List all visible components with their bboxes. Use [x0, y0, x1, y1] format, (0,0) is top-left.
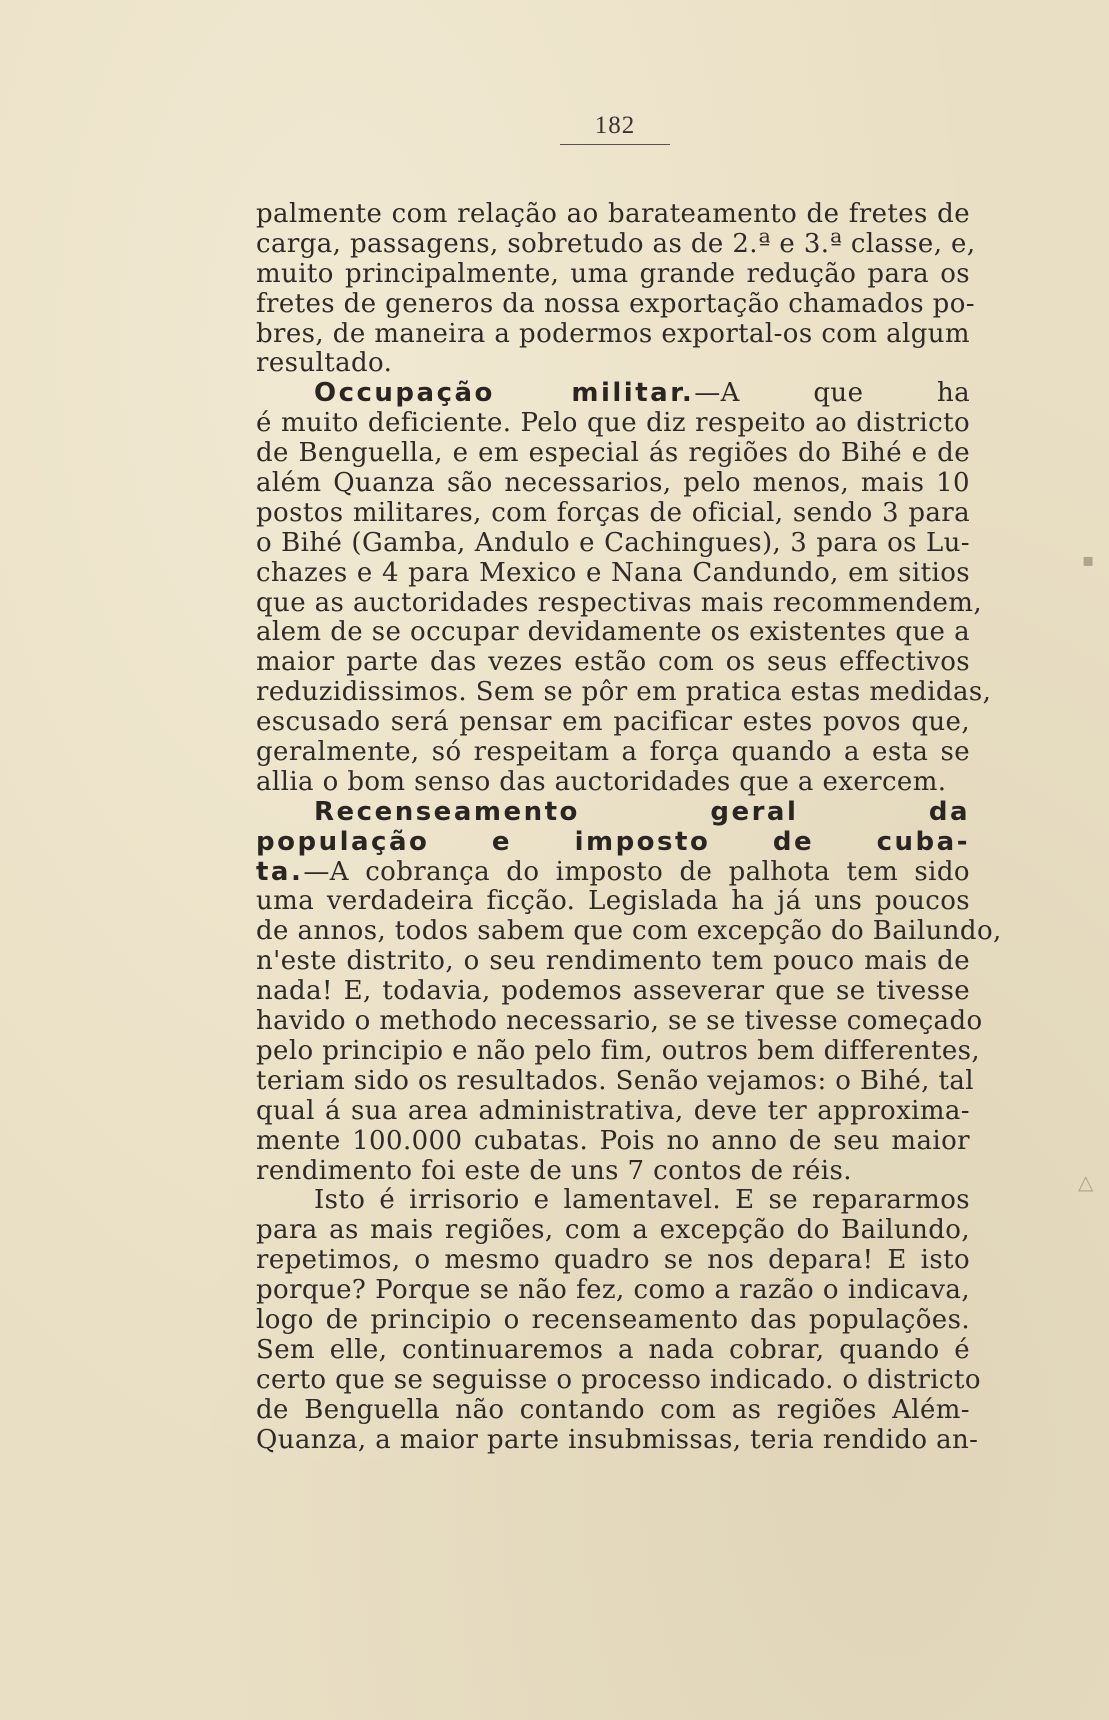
line-text: pelo principio e não pelo fim, outros bem differentes, [256, 1035, 981, 1066]
text-line [256, 587, 982, 619]
line-text: havido o methodo necessario, se se tivesse começado [256, 1006, 983, 1037]
line-text: bres, de maneira a podermos exportal-os com algum [256, 318, 970, 349]
line-text: de annos, todos sabem que com excepção do Bailundo, [256, 916, 1002, 947]
text-line [256, 1364, 981, 1396]
text-line [256, 677, 992, 708]
text-line [256, 1246, 970, 1276]
line-text: porque? Porque se não fez, como a razão o indicava, [256, 1275, 970, 1306]
text-line [256, 1006, 983, 1037]
line-text: para as mais regiões, com a excepção do Bailundo, [256, 1215, 970, 1246]
text-line [256, 977, 970, 1007]
line-text: palmente com relação ao barateamento de fretes de [256, 199, 970, 229]
line-text: que as auctoridades respectivas mais recommendem, [256, 587, 982, 618]
text-line [256, 1186, 970, 1216]
line-text: rendimento foi este de uns 7 contos de réis. [256, 1155, 852, 1186]
line-text: alem de se occupar devidamente os existentes que a [256, 617, 970, 648]
section-heading: Recenseamento geral da [314, 796, 970, 827]
line-text: além Quanza são necessarios, pelo menos, mais 10 [256, 468, 970, 499]
line-text: muito principalmente, uma grande redução para os [256, 258, 970, 289]
line-text: o Bihé (Gamba, Andulo e Cachingues), 3 para os Lu- [256, 527, 970, 558]
text-line [256, 798, 970, 828]
text-line [256, 1306, 970, 1336]
line-text: uma verdadeira ficção. Legislada ha já uns poucos [256, 886, 970, 917]
text-line [256, 916, 1002, 947]
text-line [256, 1097, 970, 1127]
margin-stamp-mark: △ [1078, 1170, 1094, 1194]
line-text: n'este distrito, o seu rendimento tem pouco mais de [256, 946, 970, 977]
line-text: escusado será pensar em pacificar estes povos que, [256, 707, 970, 738]
margin-stamp-mark: ▪ [1082, 550, 1095, 571]
text-line [256, 200, 970, 230]
line-text: repetimos, o mesmo quadro se nos depara! E isto [256, 1245, 970, 1276]
line-text: Sem elle, continuaremos a nada cobrar, quando é [256, 1334, 970, 1365]
line-text: fretes de generos da nossa exportação chamados po- [256, 288, 975, 319]
line-text: Isto é irrisorio e lamentavel. E se repararmos [314, 1185, 970, 1216]
line-text: —A cobrança do imposto de palhota tem sido [303, 856, 970, 887]
text-line [256, 228, 976, 260]
line-text: de Benguella, e em especial ás regiões do Bihé e de [256, 438, 970, 469]
page-number: 182 [560, 112, 670, 145]
text-line [256, 320, 970, 350]
text-line [256, 379, 970, 409]
line-text: resultado. [256, 348, 393, 379]
text-line [256, 1424, 979, 1456]
text-line [256, 1396, 970, 1426]
line-text: teriam sido os resultados. Senão vejamos: o Bihé, tal [256, 1065, 974, 1096]
line-text: postos militares, com forças de oficial, sendo 3 para [256, 497, 970, 528]
text-line [256, 708, 970, 738]
line-text: de Benguella não contando com as regiões Além- [256, 1394, 970, 1425]
text-line [256, 1276, 970, 1306]
line-text: carga, passagens, sobretudo as de 2.ª e 3.ª classe, e, [256, 228, 976, 259]
text-line [256, 469, 970, 499]
line-text: Quanza, a maior parte insubmissas, teria rendido an- [256, 1424, 979, 1455]
text-line [256, 1035, 981, 1067]
line-text: reduzidissimos. Sem se pôr em pratica estas medidas, [256, 677, 992, 708]
line-text: é muito deficiente. Pelo que diz respeito ao districto [256, 408, 970, 439]
text-line [256, 559, 970, 589]
text-line [256, 768, 970, 798]
text-line [256, 887, 970, 917]
text-line [256, 858, 970, 888]
text-line [256, 947, 970, 977]
text-line [256, 618, 970, 648]
text-line [256, 439, 970, 469]
text-line [256, 828, 970, 858]
section-heading: ta. [256, 856, 304, 887]
section-heading: população e imposto de cuba- [256, 826, 970, 857]
text-line [256, 648, 970, 678]
line-text: logo de principio o recenseamento das populações. [256, 1304, 970, 1335]
line-text: allia o bom senso das auctoridades que a exercem. [256, 766, 947, 797]
text-line [256, 1127, 970, 1157]
text-line [256, 738, 970, 768]
text-line [256, 288, 975, 320]
line-text: chazes e 4 para Mexico e Nana Candundo, em sitios [256, 557, 970, 588]
text-line [256, 409, 970, 439]
line-text: maior parte das vezes estão com os seus effectivos [256, 647, 970, 678]
text-line [256, 349, 970, 379]
text-line [256, 499, 970, 529]
line-text: geralmente, só respeitam a força quando a esta se [256, 737, 970, 768]
line-text: certo que se seguisse o processo indicado. o districto [256, 1364, 981, 1395]
text-line [256, 1336, 970, 1366]
line-text: —A que ha [694, 378, 970, 409]
body-text [256, 199, 1002, 1455]
text-line [256, 1157, 970, 1187]
line-text: nada! E, todavia, podemos asseverar que se tivesse [256, 976, 970, 1007]
text-line [256, 260, 970, 290]
text-line [256, 1065, 974, 1097]
line-text: qual á sua area administrativa, deve ter approxima- [256, 1095, 970, 1126]
section-heading: Occupação militar. [314, 378, 695, 409]
text-line [256, 529, 970, 559]
text-line [256, 1216, 970, 1246]
line-text: mente 100.000 cubatas. Pois no anno de seu maior [256, 1125, 970, 1156]
